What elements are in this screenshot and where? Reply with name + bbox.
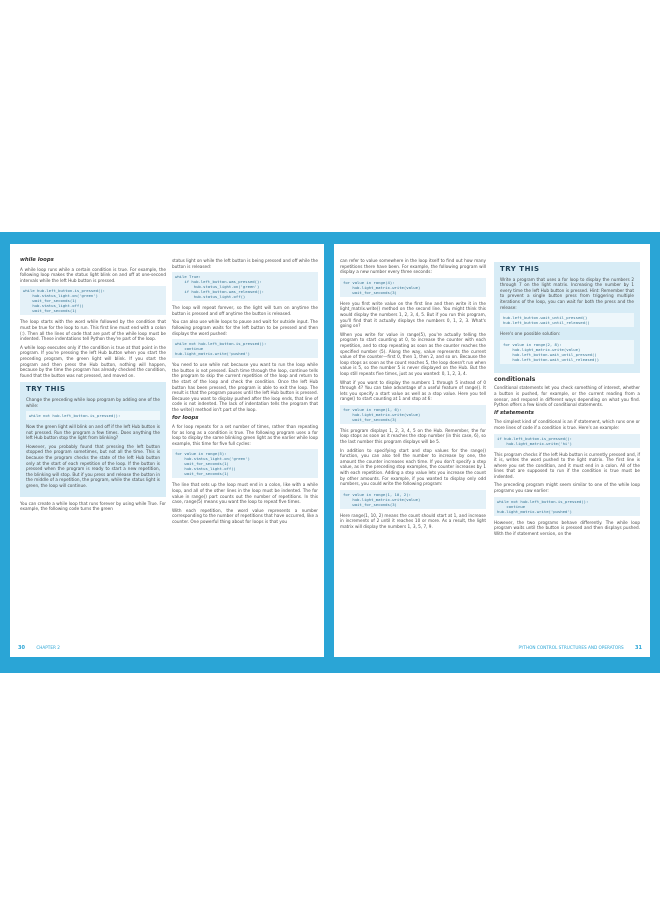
- paragraph: Conditional statements let you check something of interest, whether a button is pushed, for example, or the current reading from a sensor, and respond in different ways depending on what you find. Python offers a few kinds of conditional statements.: [494, 385, 640, 408]
- code-block: for value in range(1, 6): hub.light_matrix.write(value) wait_for_seconds(3): [340, 405, 486, 424]
- paragraph: The line that sets up the loop must end in a colon, like with a while loop, and all of the other lines in the loop must be indented. The for value in range() part counts out the number of repetitions. In this case, range(5) means you want the loop to repeat five times.: [172, 482, 318, 505]
- code-block: for value in range(2, 8): hub.light_matrix.write(value) hub.left_button.wait_until_pressed() hub.left_button.wait_until_released(): [500, 340, 634, 364]
- paragraph: A while loop executes only if the condition is true at that point in the program. If you're pressing the left Hub button when you start the preceding program, the green light will blink. If you start the program and then press the Hub button, nothing will happen, because by the time the program has already checked the condition, found that the button was not pressed, and moved on.: [20, 344, 166, 378]
- code-block: while not hub.left_button.is_pressed(): continue hub.light_matrix.write('pushed'): [494, 497, 640, 516]
- paragraph: Write a program that uses a for loop to display the numbers 2 through 7 on the light matrix. Increasing the number by 1 every time the left Hub button is pressed. Hint: Remember that to prevent a single button press from triggering multiple iterations of the loop, you can wait for both the press and the release:: [500, 276, 634, 310]
- code-block: while not hub.left_button.is_pressed():: [26, 411, 160, 420]
- code-block: for value in range(5): hub.status_light.on('green') wait_for_seconds(1) hub.status_light.off() wait_for_seconds(1): [172, 449, 318, 478]
- code-block: while True: if hub.left_button.was_pressed(): hub.status_light.on('green') if hub.left_button.was_released(): hub.status_light.off(): [172, 272, 318, 301]
- try-this-title: TRY THIS: [500, 265, 540, 273]
- heading-while-loops: while loops: [20, 257, 54, 263]
- code-block: for value in range(4): hub.light_matrix.write(value) wait_for_seconds(3): [340, 278, 486, 297]
- paragraph: A while loop runs while a certain condition is true. For example, the following loop makes the status light blink on and off at one-second intervals while the left Hub button is pressed.: [20, 266, 166, 283]
- code-block: while hub.left_button.is_pressed(): hub.status_light.on('green') wait_for_seconds(1) hub.status_light.off() wait_for_seconds(1): [20, 286, 166, 315]
- paragraph: Change the preceding while loop program by adding one of the while:: [26, 396, 160, 408]
- code-block: while not hub.left_button.is_pressed(): continue hub.light_matrix.write('pushed'): [172, 339, 318, 358]
- code-block: hub.left_button.wait_until_pressed() hub.left_button.wait_until_released(): [500, 313, 634, 327]
- paragraph: can refer to value somewhere in the loop itself to find out how many repetitions there have been. For example, the following program will display a new number every three seconds:: [340, 258, 486, 275]
- try-this-title: TRY THIS: [26, 385, 66, 394]
- paragraph: You can create a while loop that runs forever by using while True. For example, the following code turns the green: [20, 500, 166, 512]
- try-this-box: [20, 382, 166, 496]
- heading-for-loops: for loops: [172, 414, 199, 421]
- running-footer: CHAPTER 2: [36, 645, 60, 650]
- paragraph: With each repetition, the word value represents a number corresponding to the number of repetitions that have occurred, like a counter. One powerful thing about for loops is that you: [172, 507, 318, 525]
- paragraph: However, the two programs behave differently. The while loop program waits until the button is pressed and then displays pushed. With the if statement version, on the: [494, 519, 640, 536]
- paragraph: You need to use while not because you want to run the loop while the button is not pressed. Each time through the loop, continue tells the program to skip the current repetition of the loop and return to the start of the loop and check the condition. Once the left Hub button has been pressed, the program is able to exit the loop. The result is that the program pauses until the left Hub button is pressed. Because you want to display pushed after the loop ends, that line of code is not indented. The lack of indentation tells the program that the write() method isn't part of the loop.: [172, 362, 318, 412]
- right-footer: [518, 645, 642, 651]
- paragraph: A for loop repeats for a set number of times, rather than repeating for as long as a condition is true. The following program uses a for loop to display the same blinking green light as the earlier while loop example, this time for five full cycles:: [172, 424, 318, 446]
- right-column-1: [340, 258, 486, 533]
- paragraph: The loop starts with the word while followed by the condition that must be true for the loop to run. This first line must end with a colon (:). Then all the lines of code that are part of the while loop must be indented. These indentations tell Python they're part of the loop.: [20, 319, 166, 342]
- paragraph: When you write for value in range(5), you're actually telling the program to start counting at 0, to increase the counter with each repetition, and to stop repeating as soon as the counter reaches the specified number (5). Along the way, value represents the current value of the counter—first 0, then 1, then 2, and so on. Because the loop stops as soon as the count reaches 5, the loop doesn't run when value is 5, so the number 5 is never displayed on the Hub. But the loop still repeats five times, just as you wanted: 0, 1, 2, 3, 4.: [340, 331, 486, 376]
- paragraph: The simplest kind of conditional is an if statement, which runs one or more lines of code if a condition is true. Here's an example:: [494, 419, 640, 430]
- code-block: if hub.left_button.is_pressed(): hub.light_matrix.write('hi'): [494, 434, 640, 448]
- paragraph: The preceding program might seem similar to one of the while loop programs you saw earlier:: [494, 482, 640, 494]
- paragraph: This program displays 1, 2, 3, 4, 5 on the Hub. Remember, the for loop stops as soon as it reaches the stop number (in this case, 6), so the last number this program displays will be 5.: [340, 427, 486, 445]
- paragraph: What if you want to display the numbers 1 through 5 instead of 0 through 4? You can take advantage of a useful feature of range(). It lets you specify a start value as well as a stop value. Here you tell range() to start counting at 1 and stop at 6:: [340, 379, 486, 402]
- right-column-2: [494, 258, 640, 539]
- running-footer: PYTHON CONTROL STRUCTURES AND OPERATORS: [518, 645, 624, 650]
- left-column-1: [20, 258, 166, 515]
- paragraph: This program checks if the left Hub button is currently pressed and, if it is, writes the word pushed to the light matrix. The first line is where you set the condition, and it must end in a colon. All of the lines that are supposed to run if the condition is true must be indented.: [494, 451, 640, 479]
- paragraph: You can also use while loops to pause and wait for outside input. The following program waits for the left button to be pressed and then displays the word pushed:: [172, 319, 318, 336]
- paragraph: Here you first write value on the first line and then write it in the light_matrix.write() method on the second line. You might think this would display the numbers 1, 2, 3, 4, 5. But if you run this program, you'll find that it actually displays the numbers 0, 1, 2, 3. What's going on?: [340, 300, 486, 329]
- left-page: [10, 244, 324, 657]
- try-this-box: [494, 262, 640, 373]
- paragraph: However, you probably found that pressing the left button stopped the program sometimes, but not all the time. This is because the program checks the state of the left Hub button only at the start of each repetition of the loop. If the button is pressed when the program is ready to start a new repetition, the blinking will stop. But if you press and release the button in the middle of a repetition, the program, while the status light is green, the loop will continue.: [26, 443, 160, 489]
- left-footer: [18, 645, 60, 651]
- heading-if-statements: if statements: [494, 409, 534, 416]
- right-page: [334, 244, 650, 657]
- paragraph: status light on while the left button is being pressed and off while the button is released:: [172, 258, 318, 269]
- paragraph: Here's one possible solution:: [500, 331, 561, 337]
- code-block: for value in range(1, 10, 2): hub.light_matrix.write(value) wait_for_seconds(3): [340, 490, 486, 509]
- paragraph: In addition to specifying start and stop values for the range() function, you can also tell the number to increase by one, the amount the counter increases each time. If you don't specify a step value, as in the preceding stop examples, the counter increases by 1 with each repetition. Adding a step value lets you increase the count by other amounts. For example, if you wanted to display only odd numbers, you could write the following program:: [340, 447, 486, 487]
- page-number: 30: [18, 645, 25, 651]
- heading-conditionals: conditionals: [494, 375, 536, 383]
- paragraph: Here range(1, 10, 2) means the count should start at 1, and increase in increments of 2 until it reaches 10 or more. As a result, the light matrix will display the numbers 1, 3, 5, 7, 9.: [340, 512, 486, 529]
- paragraph: Now the green light will blink on and off if the left Hub button is not pressed. Run the program a few times. Does anything the left Hub button stop the light from blinking?: [26, 424, 160, 441]
- page-number: 31: [635, 645, 642, 651]
- paragraph: The loop will repeat forever, so the light will turn on anytime the button is pressed and off anytime the button is released.: [172, 305, 318, 316]
- left-column-2: [172, 258, 318, 528]
